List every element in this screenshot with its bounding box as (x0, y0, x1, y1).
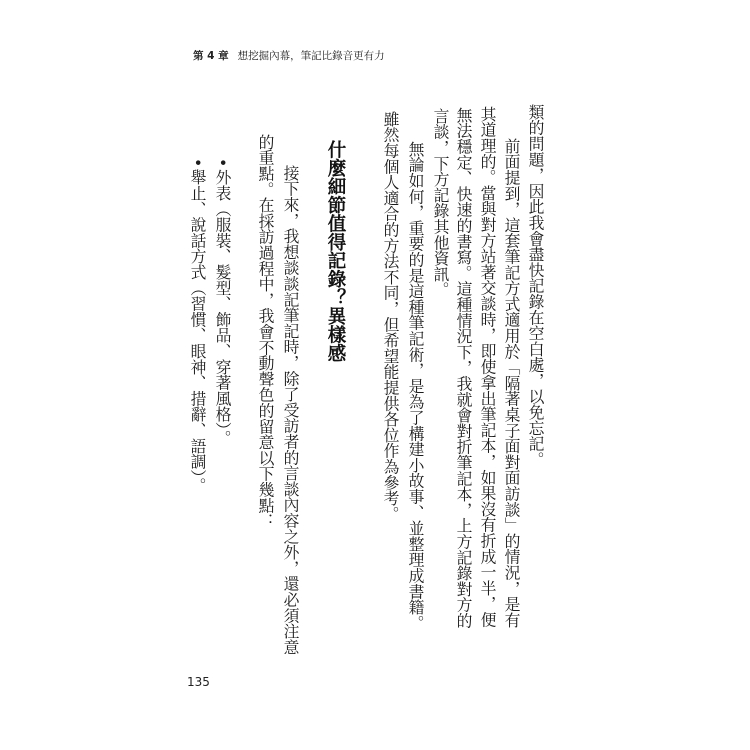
bullet-marker: • (188, 158, 207, 168)
section-heading: 什麼細節值得記錄？異樣感 (325, 140, 346, 362)
list-item (186, 158, 208, 493)
list-item-text: 外表（服裝、髮型、飾品、穿著風格）。 (213, 169, 232, 446)
list-item (211, 158, 233, 446)
text-column: 雖然每個人適合的方法不同，但希望能提供各位作為參考。 (381, 111, 400, 522)
text-column: 言談，下方記錄其他資訊。 (431, 108, 450, 298)
text-column: 無法穩定、快速的書寫。這種情況下，我就會對折筆記本，上方記錄對方的 (454, 107, 473, 629)
page-number: 135 (187, 675, 210, 689)
list-item-text: 舉止、說話方式（習慣、眼神、措辭、語調）。 (188, 169, 207, 494)
text-column: 類的問題，因此我會盡快記錄在空白處，以免忘記。 (526, 104, 545, 468)
text-column: 的重點。在採訪過程中，我會不動聲色的留意以下幾點： (256, 134, 275, 529)
text-column: 無論如何，重要的是這種筆記術，是為了構建小故事、並整理成書籍。 (406, 141, 425, 631)
text-column: 接下來，我想談談記筆記時，除了受訪者的言談內容之外，還必須注意 (281, 165, 300, 655)
running-header (193, 49, 385, 63)
bullet-marker: • (213, 158, 232, 168)
chapter-title: 想挖掘內幕，筆記比錄音更有力 (237, 50, 385, 62)
text-column: 其道理的。當與對方站著交談時，即使拿出筆記本，如果沒有折成一半，便 (478, 106, 497, 628)
chapter-label: 第 4 章 (193, 50, 229, 62)
text-column: 前面提到，這套筆記方式適用於「隔著桌子面對面訪談」的情況，是有 (502, 138, 521, 628)
